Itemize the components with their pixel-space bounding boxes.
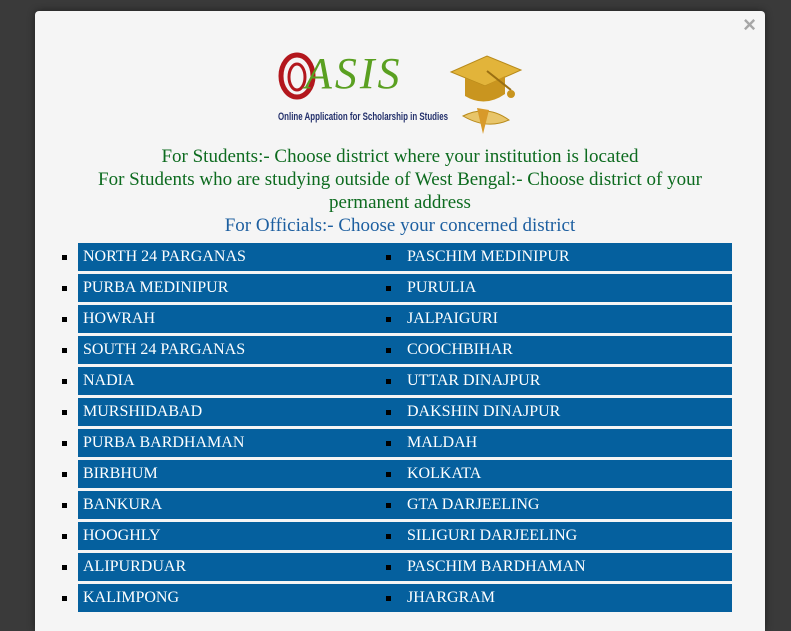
district-selection-modal: [35, 11, 765, 631]
district-link[interactable]: SOUTH 24 PARGANAS: [78, 336, 402, 364]
logo-word: ASIS: [305, 49, 403, 98]
oasis-logo: [277, 42, 527, 134]
district-link[interactable]: GTA DARJEELING: [402, 491, 732, 519]
instruction-students: For Students:- Choose district where your institution is located: [161, 146, 639, 167]
district-link[interactable]: JALPAIGURI: [402, 305, 732, 333]
instruction-officials: For Officials:- Choose your concerned district: [224, 215, 576, 236]
district-link[interactable]: PURULIA: [402, 274, 732, 302]
district-link[interactable]: MURSHIDABAD: [78, 398, 402, 426]
district-link[interactable]: HOWRAH: [78, 305, 402, 333]
district-link[interactable]: SILIGURI DARJEELING: [402, 522, 732, 550]
logo-tagline: Online Application for Scholarship in Studies: [278, 111, 449, 123]
district-link[interactable]: NORTH 24 PARGANAS: [78, 243, 402, 271]
district-link[interactable]: JHARGRAM: [402, 584, 732, 612]
district-link[interactable]: PURBA MEDINIPUR: [78, 274, 402, 302]
district-link[interactable]: KOLKATA: [402, 460, 732, 488]
district-link[interactable]: KALIMPONG: [78, 584, 402, 612]
district-link[interactable]: UTTAR DINAJPUR: [402, 367, 732, 395]
district-link[interactable]: PURBA BARDHAMAN: [78, 429, 402, 457]
district-link[interactable]: MALDAH: [402, 429, 732, 457]
district-link[interactable]: PASCHIM MEDINIPUR: [402, 243, 732, 271]
district-link[interactable]: COOCHBIHAR: [402, 336, 732, 364]
district-list: [78, 243, 732, 615]
instructions: [80, 145, 720, 237]
graduation-cap-icon: [447, 50, 523, 134]
district-link[interactable]: BANKURA: [78, 491, 402, 519]
instruction-outside-students: For Students who are studying outside of West Bengal:- Choose district of your permanent address: [98, 169, 702, 213]
district-link[interactable]: HOOGHLY: [78, 522, 402, 550]
close-icon[interactable]: ×: [743, 12, 756, 37]
district-link[interactable]: PASCHIM BARDHAMAN: [402, 553, 732, 581]
district-link[interactable]: BIRBHUM: [78, 460, 402, 488]
district-link[interactable]: NADIA: [78, 367, 402, 395]
district-link[interactable]: ALIPURDUAR: [78, 553, 402, 581]
district-link[interactable]: DAKSHIN DINAJPUR: [402, 398, 732, 426]
